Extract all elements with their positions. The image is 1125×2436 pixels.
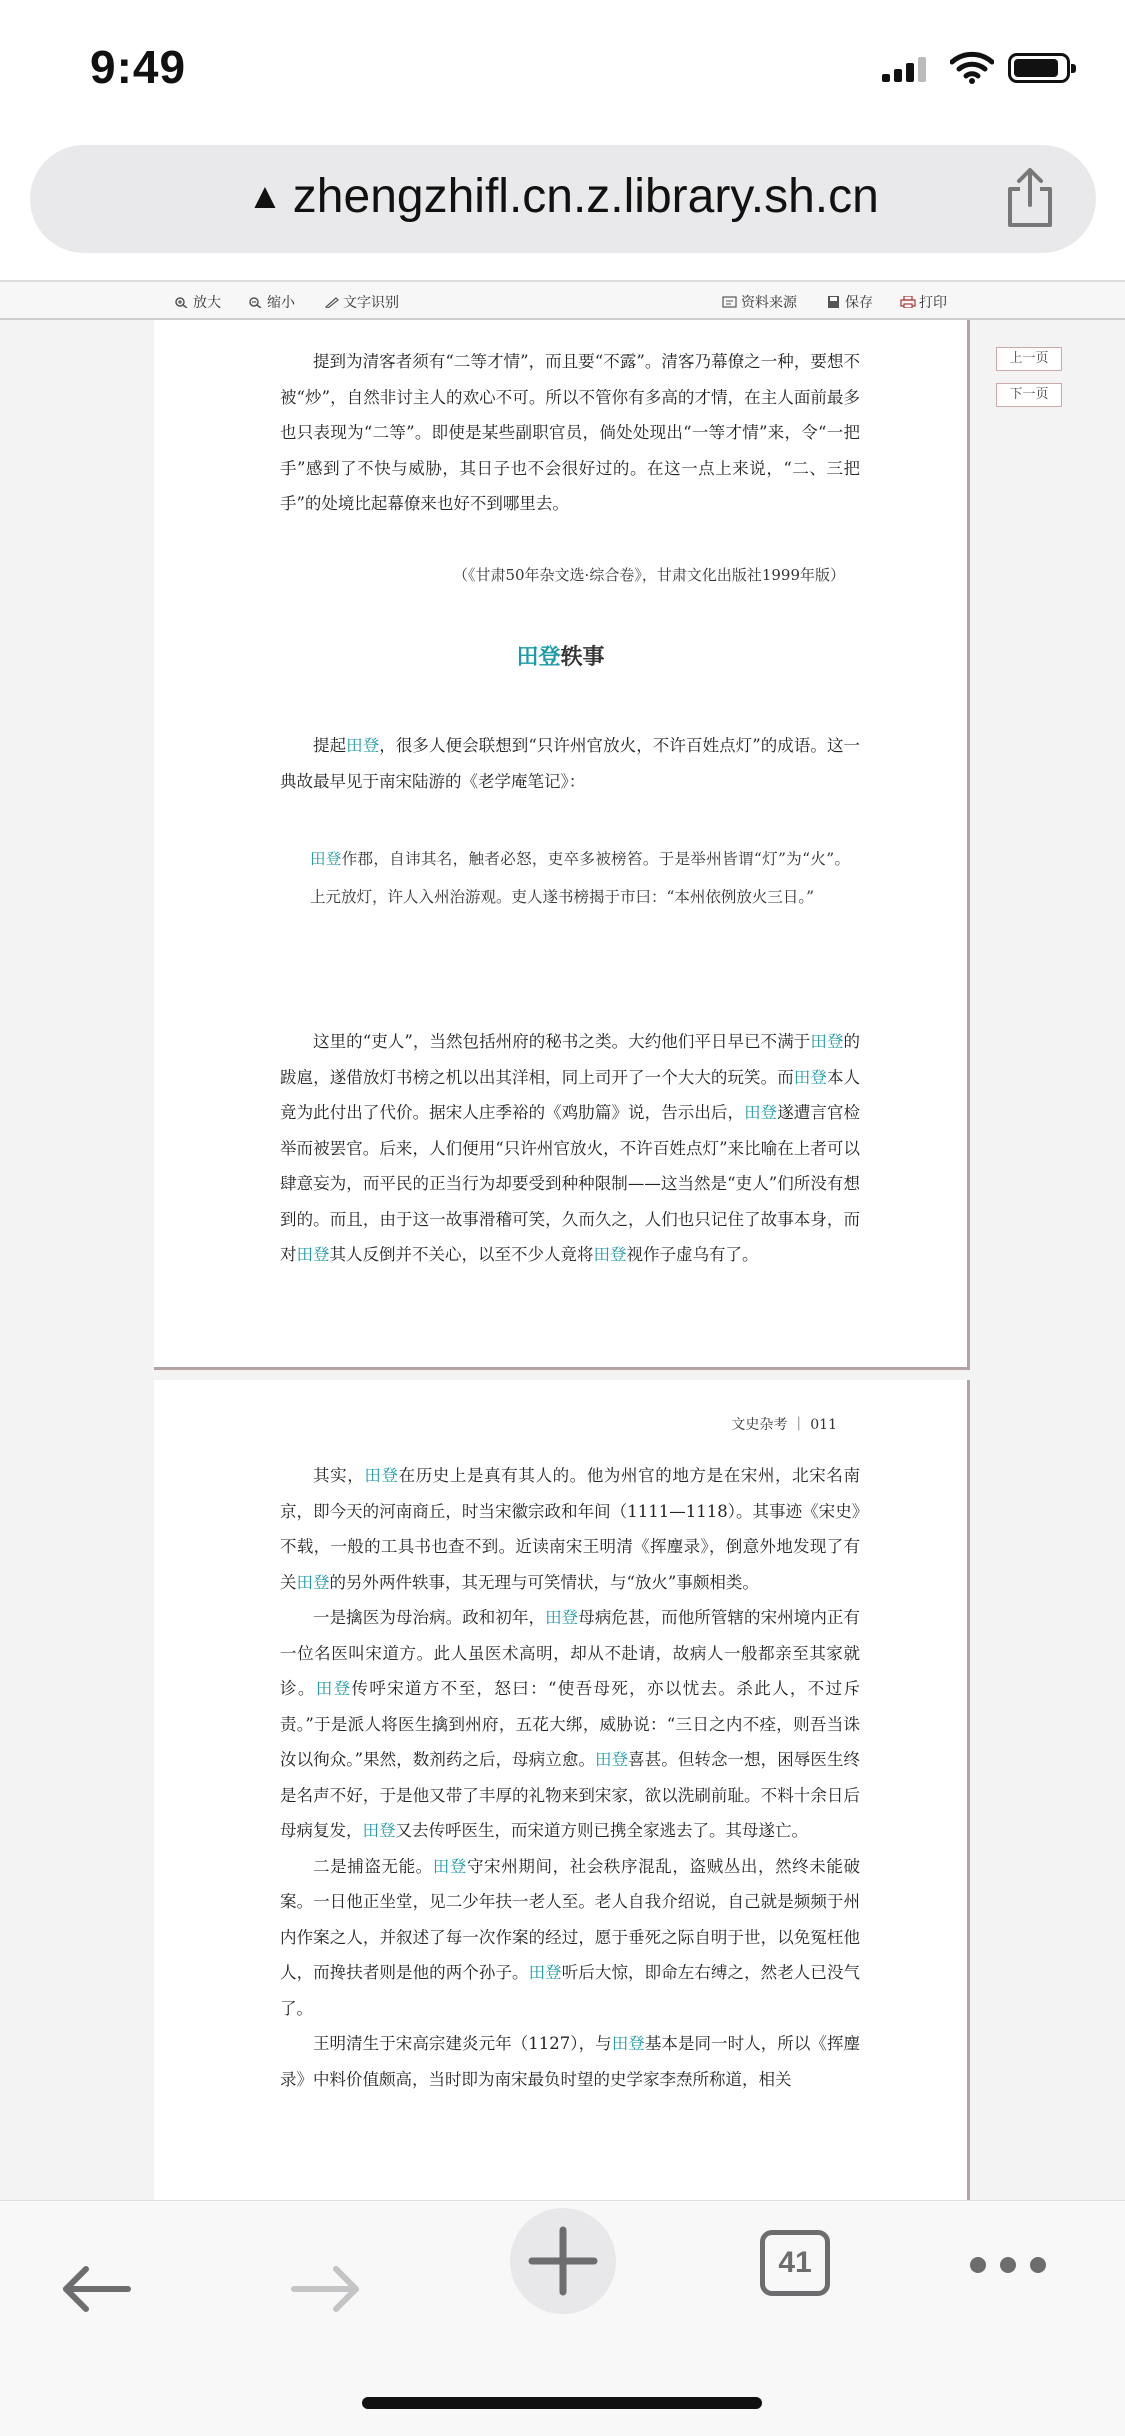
text-run: 的跋扈，遂借放灯书榜之机以出其洋相，同上司开了一个大大的玩笑。而 [280, 1032, 861, 1087]
text-run: 其实， [313, 1466, 365, 1485]
prev-page-button[interactable]: 上一页 [996, 347, 1062, 371]
highlighted-term: 田登 [545, 1608, 579, 1627]
highlighted-term: 田登 [611, 2034, 645, 2053]
text-run: 视作子虚乌有了。 [626, 1245, 759, 1264]
block-quote [310, 840, 850, 916]
back-arrow-icon[interactable] [58, 2261, 134, 2317]
text-run: 守宋州期间，社会秩序混乱，盗贼丛出，然终未能破案。一日他正坐堂，见二少年扶一老人至。老人自我介绍说，自己就是频频于州内作案之人，并叙述了每一次作案的经过，愿于垂死之际自明于世，以免冤枉他人，而搀扶者则是他的两个孙子。 [280, 1856, 861, 1982]
new-tab-button[interactable] [510, 2208, 616, 2314]
text-run: 遂遭言官检举而被罢官。后来，人们便用“只许州官放火，不许百姓点灯”来比喻在上者可以肆意妄为，而平民的正当行为却要受到种种限制——这当然是“吏人”们所没有想到的。而且，由于这一故事滑稽可笑，久而久之，人们也只记住了故事本身，而对 [280, 1103, 861, 1264]
plus-icon [510, 2208, 616, 2314]
text-run: 提起 [313, 736, 347, 755]
highlighted-term: 田登 [362, 1821, 396, 1840]
zoom-in-button[interactable]: 放大 [174, 292, 221, 312]
url-text: zhengzhifl.cn.z.library.sh.cn [292, 170, 879, 223]
text-run: ，很多人便会联想到“只许州官放火，不许百姓点灯”的成语。这一典故最早见于南宋陆游的《老学庵笔记》： [280, 736, 861, 791]
highlighted-term: 田登 [793, 1067, 827, 1087]
highlighted-term: 田登 [432, 1856, 468, 1876]
zoom-in-icon [174, 296, 190, 308]
print-button[interactable]: 打印 [900, 292, 947, 312]
status-bar [0, 0, 1125, 140]
paragraph [280, 1458, 860, 1600]
text-run: 其人反倒并不关心，以至不少人竟将 [329, 1245, 594, 1264]
home-indicator [362, 2397, 762, 2409]
text-run: 王明清生于宋高宗建炎元年（1127），与 [313, 2034, 612, 2053]
highlighted-term: 田登 [310, 850, 342, 868]
warning-triangle-icon: ▲ [247, 175, 283, 216]
text-run: 母病危甚，而他所管辖的宋州境内正有一位名医叫宋道方。此人虽医术高明，却从不赴请，故病人一般都亲至其家就诊。 [280, 1608, 860, 1698]
paragraph [280, 1849, 860, 2027]
more-icon[interactable] [966, 2250, 1050, 2280]
text-run: 本人竟为此付出了代价。据宋人庄季裕的《鸡肋篇》说，告示出后， [280, 1067, 861, 1122]
viewer-toolbar [0, 280, 1125, 320]
highlighted-term: 田登 [315, 1679, 352, 1698]
ocr-button[interactable]: 文字识别 [324, 292, 399, 312]
text-run: 在历史上是真有其人的。他为州官的地方是在宋州，北宋名南京，即今天的河南商丘，时当宋徽宗政和年间（1111—1118）。其事迹《宋史》不载，一般的工具书也查不到。近读南宋王明清《挥麈录》，倒意外地发现了有关 [280, 1466, 861, 1592]
text-run: 又去传呼医生，而宋道方则已携全家逃去了。其母遂亡。 [395, 1821, 808, 1840]
save-icon [826, 296, 842, 308]
status-time: 9:49 [90, 41, 187, 93]
text-run: 作郡，自讳其名，触者必怒，吏卒多被榜笞。于是举州皆谓“灯”为“火”。上元放灯，许人入州治游观。吏人遂书榜揭于市曰：“本州依例放火三日。” [310, 850, 850, 906]
document-viewer[interactable] [0, 280, 1125, 2200]
paragraph [280, 2026, 860, 2097]
text-run: 这里的“吏人”，当然包括州府的秘书之类。大约他们平日早已不满于 [313, 1032, 811, 1051]
save-button[interactable]: 保存 [826, 292, 873, 312]
text-run: 基本是同一时人，所以《挥麈录》中料价值颇高，当时即为南宋最负时望的史学家李焘所称道，相关 [280, 2034, 861, 2089]
highlighted-term: 田登 [595, 1750, 629, 1769]
text-run: 听后大惊，即命左右缚之，然老人已没气了。 [280, 1963, 861, 2018]
next-page-button[interactable]: 下一页 [996, 383, 1062, 407]
text-run: 一是擒医为母治病。政和初年， [313, 1608, 546, 1627]
battery-icon [1008, 53, 1070, 83]
forward-arrow-icon[interactable] [288, 2261, 364, 2317]
tab-count-button[interactable]: 41 [760, 2230, 830, 2296]
cellular-signal-icon [882, 56, 932, 82]
page-body [280, 1458, 860, 2097]
citation: （《甘肃50年杂文选·综合卷》，甘肃文化出版社1999年版） [452, 566, 845, 584]
text-run: 二是捕盗无能。 [313, 1856, 433, 1876]
text-run: 的另外两件轶事，其无理与可笑情状，与“放火”事颇相类。 [329, 1572, 759, 1592]
text-run: 传呼宋道方不至，怒曰：“使吾母死，亦以忧去。杀此人，不过斥责。”于是派人将医生擒到州府，五花大绑，威胁说：“三日之内不痊，则吾当诛汝以徇众。”果然，数剂药之后，母病立愈。 [280, 1679, 861, 1769]
source-icon [722, 296, 738, 308]
title-text: 轶事 [560, 644, 605, 670]
pager [996, 347, 1064, 419]
document-page [154, 320, 970, 1370]
article-title [154, 640, 967, 671]
zoom-out-button[interactable]: 缩小 [248, 292, 295, 312]
share-icon[interactable] [1000, 165, 1060, 231]
paragraph [280, 728, 860, 799]
highlighted-term: 田登 [346, 736, 380, 755]
highlighted-term: 田登 [744, 1103, 778, 1122]
highlighted-term: 田登 [296, 1245, 330, 1264]
zoom-out-icon [248, 296, 264, 308]
highlighted-term: 田登 [528, 1963, 562, 1982]
document-page [154, 1380, 970, 2200]
source-button[interactable]: 资料来源 [722, 292, 797, 312]
address-bar[interactable] [30, 145, 1096, 253]
running-header: 文史杂考 ｜ 011 [731, 1417, 837, 1433]
pencil-icon [324, 296, 340, 308]
highlighted-term: 田登 [364, 1466, 399, 1485]
paragraph [280, 1024, 860, 1273]
highlighted-term: 田登 [296, 1572, 330, 1592]
highlighted-term: 田登 [810, 1032, 844, 1051]
title-highlight: 田登 [516, 644, 561, 670]
wifi-icon [950, 50, 994, 84]
paragraph: 提到为清客者须有“二等才情”，而且要“不露”。清客乃幕僚之一种，要想不被“炒”，自然非讨主人的欢心不可。所以不管你有多高的才情，在主人面前最多也只表现为“二等”。即使是某些副职官员，倘处处现出“一等才情”来，令“一把手”感到了不快与威胁，其日子也不会很好过的。在这一点上来说，“二、三把手”的处境比起幕僚来也好不到哪里去。 [280, 352, 860, 513]
printer-icon [900, 296, 916, 308]
text-run: 喜甚。但转念一想，困辱医生终是名声不好，于是他又带了丰厚的礼物来到宋家，欲以洗刷前耻。不料十余日后母病复发， [280, 1750, 861, 1840]
paragraph [280, 1600, 860, 1849]
highlighted-term: 田登 [593, 1245, 627, 1264]
